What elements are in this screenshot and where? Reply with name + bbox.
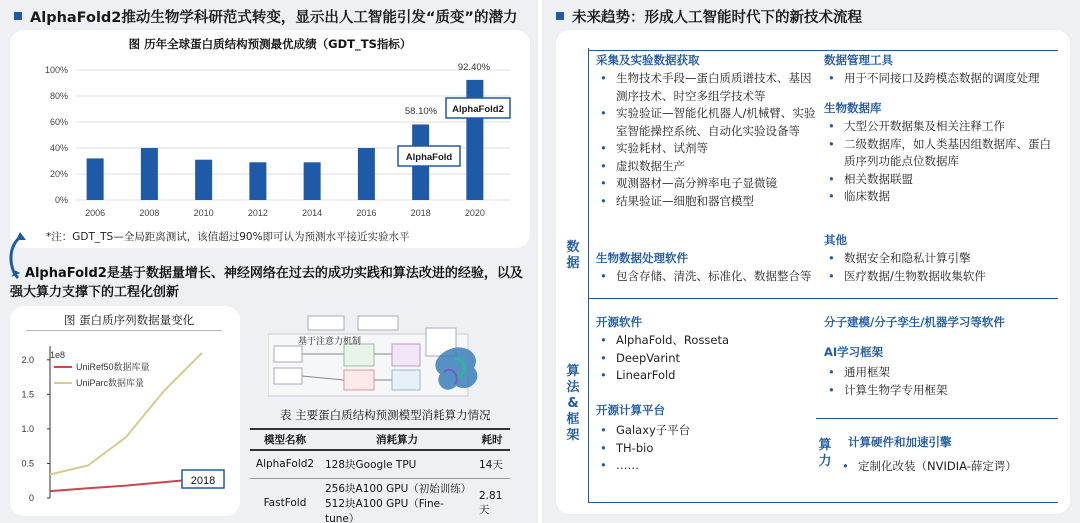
list-item: • 结果验证—细胞和器官模型 [596,193,816,211]
bar-2006 [87,158,104,200]
y-tick-label: 0% [54,195,68,205]
database-list [824,118,1060,206]
y-tick-label: 1.5 [21,389,34,400]
processing-list [596,268,826,286]
series-line-0 [50,479,202,491]
section2-text: AlphaFold2是基于数据量增长、神经网络在过去的成功实践和算法改进的经验，以及强大算力支撑下的工程化创新 [10,266,523,300]
x-tick-label: 2018 [410,208,431,218]
table-row [250,450,510,478]
cell-model: FastFold [250,478,320,523]
bar-2010 [195,160,212,200]
compute-line-1: 256块A100 GPU（初始训练） [325,482,472,495]
chevron-right-icon: ➤ [10,266,21,281]
y-tick-label: 0.5 [21,458,34,469]
model-diagram [268,314,508,406]
x-tick-label: 2020 [464,208,485,218]
gdt-bar-chart [10,54,530,244]
list-item: • 生物技术手段—蛋白质质谱技术、基因测序技术、时空多组学技术等 [596,70,816,105]
compute-row-label: 算力 [818,438,832,469]
architecture-illustration [268,314,508,406]
list-item: • TH-bio [596,440,806,458]
algo-row-label: 算法&框架 [566,364,580,443]
chart2-title-underline [26,330,222,331]
list-item: • AlphaFold、Rosseta [596,332,806,350]
table-header-row [250,429,510,450]
header-model: 模型名称 [250,429,320,450]
sequence-line-chart [10,336,240,516]
left-title-text: AlphaFold2推动生物学科研范式转变，显示出人工智能引发“质变”的潜力 [30,10,518,26]
list-item: • 通用框架 [824,364,1060,382]
x-tick-label: 2014 [302,208,323,218]
row-divider-left [588,48,589,502]
y-tick-label: 80% [49,91,68,101]
list-item: • 实验耗材、试剂等 [596,140,816,158]
alphafold-callout: AlphaFold [405,152,453,163]
acquisition-heading: 采集及实验数据获取 [596,53,700,67]
table-title: 表 主要蛋白质结构预测模型消耗算力情况 [280,408,491,422]
chart-card [10,30,530,248]
chart2-card [10,306,240,516]
list-item: • 相关数据联盟 [824,171,1060,189]
processing-heading: 生物数据处理软件 [596,251,688,265]
y-tick-label: 100% [44,65,68,75]
cell-time: 14天 [474,450,510,478]
list-item: • 数据安全和隐私计算引擎 [824,250,1064,268]
ai-framework-heading: AI学习框架 [824,345,884,359]
row-divider-compute [816,418,1058,419]
section2-heading [10,264,530,302]
list-item: • 实验验证—智能化机器人/机械臂、实验室智能操控系统、自动化实验设备等 [596,105,816,140]
table-row [250,478,510,523]
list-item: • 临床数据 [824,188,1060,206]
ai-framework-list [824,364,1060,399]
y-tick-label: 60% [49,117,68,127]
bar-2016 [358,148,375,200]
opensource-heading: 开源软件 [596,315,642,329]
compute-table [250,428,510,523]
list-item: • 二级数据库，如人类基因组数据库、蛋白质序列功能点位数据库 [824,136,1060,171]
legend-uniref-label: UniRef50数据库量 [76,362,150,372]
bar-2008 [141,148,158,200]
x-tick-label: 2006 [85,208,106,218]
right-panel [542,0,1080,523]
management-list [824,70,1064,88]
list-item: • 大型公开数据集及相关注释工作 [824,118,1060,136]
row-divider-algo [588,298,1058,299]
list-item: • 包含存储、清洗、标准化、数据整合等 [596,268,826,286]
square-bullet-icon [14,12,22,20]
list-item: • …… [596,457,806,475]
cell-model: AlphaFold2 [250,450,320,478]
cell-compute [320,478,474,523]
database-heading: 生物数据库 [824,101,882,115]
data-row-label: 数据 [566,240,580,271]
bar-2014 [304,162,321,200]
bar-2012 [249,162,266,200]
cell-compute: 128块Google TPU [320,450,474,478]
gdt-note: *注：GDT_TS—全局距离测试，该值超过90%即可认为预测水平接近实验水平 [46,231,410,243]
y-tick-label: 1.0 [21,423,34,434]
chart2-title: 图 蛋白质序列数据量变化 [64,313,195,327]
list-item: • DeepVarint [596,350,806,368]
opensource-list [596,332,806,385]
list-item: • LinearFold [596,367,806,385]
legend-uniparc-label: UniParc数据库量 [76,378,145,388]
other-list [824,250,1064,285]
platform-heading: 开源计算平台 [596,403,665,417]
row-divider-data [588,50,1058,51]
row-divider-bottom [588,502,1058,503]
chart2-multiplier: 1e8 [50,350,66,360]
y-tick-label: 20% [49,169,68,179]
alphafold2-callout: AlphaFold2 [452,104,504,115]
label-2020: 92.40% [457,62,491,73]
chart2-legend [54,361,150,388]
management-heading: 数据管理工具 [824,53,893,67]
list-item: • 观测器材—高分辨率电子显微镜 [596,175,816,193]
x-tick-label: 2008 [139,208,160,218]
x-tick-label: 2016 [356,208,377,218]
list-item: • 计算生物学专用框架 [824,382,1060,400]
hardware-heading: 计算硬件和加速引擎 [848,435,952,449]
list-item: • 虚拟数据生产 [596,158,816,176]
tech-flow-card [556,30,1070,514]
list-item: • 用于不同接口及跨模态数据的调度处理 [824,70,1064,88]
cell-time: 2.81天 [474,478,510,523]
header-time: 耗时 [474,429,510,450]
list-item: • Galaxy子平台 [596,422,806,440]
left-panel-title [14,6,517,27]
platform-list [596,422,806,475]
list-item: • 定制化改装（NVIDIA-薛定谔） [838,458,1060,476]
y-tick-label: 0 [28,493,34,503]
modeling-heading: 分子建模/分子孪生/机器学习等软件 [824,315,1005,329]
chart1-title: 图 历年全球蛋白质结构预测最优成绩（GDT_TS指标） [128,37,412,51]
list-item: • 医疗数据/生物数据收集软件 [824,268,1064,286]
hardware-list [838,458,1060,476]
x-tick-label: 2012 [247,208,268,218]
year-2018-callout: 2018 [190,475,216,487]
right-title-text: 未来趋势：形成人工智能时代下的新技术流程 [572,10,862,26]
label-2018: 58.10% [404,106,438,117]
right-panel-title [556,6,862,27]
attention-label: 基于注意力机制 [298,337,362,347]
other-heading: 其他 [824,233,847,247]
y-tick-label: 40% [49,143,68,153]
y-tick-label: 2.0 [21,354,34,365]
x-tick-label: 2010 [193,208,214,218]
left-panel [0,0,538,523]
compute-line-2: 512块A100 GPU（Fine-tune） [325,497,444,523]
square-bullet-icon [556,12,564,20]
acquisition-list [596,70,816,210]
header-compute: 消耗算力 [320,429,474,450]
